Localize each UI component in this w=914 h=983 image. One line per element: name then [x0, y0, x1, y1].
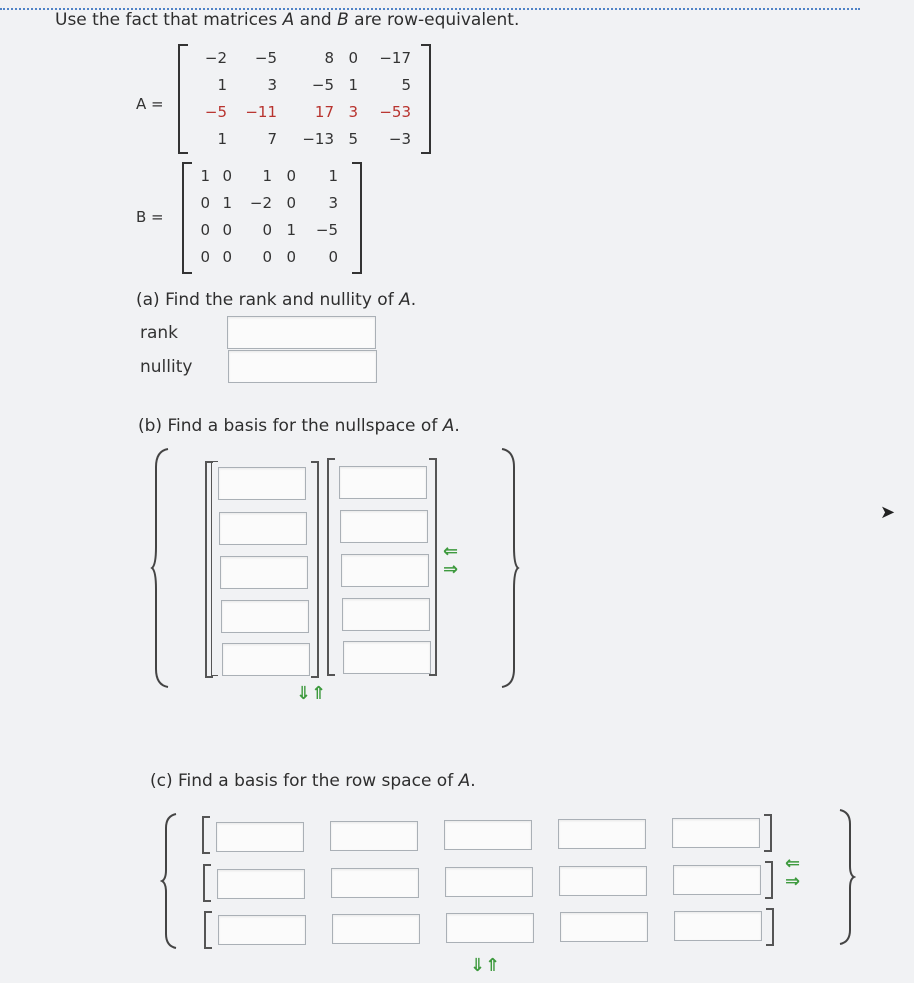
add-remove-vector-icon[interactable]: ⇐⇒ [443, 541, 459, 580]
matrix-a [178, 44, 431, 154]
mouse-cursor-icon: ➤ [880, 502, 896, 523]
rowspace-right-brace [836, 808, 856, 946]
matrix-cell: 5 [348, 129, 358, 148]
rowspace-r2-entry-5[interactable] [673, 865, 761, 895]
nullspace-left-brace [150, 447, 172, 689]
nullspace-v1-entry-5[interactable] [222, 643, 310, 676]
nullspace-v2-entry-2[interactable] [340, 510, 428, 543]
matrix-cell: 1 [217, 129, 227, 148]
rowspace-r1-entry-2[interactable] [330, 821, 418, 851]
matrix-a-row [192, 44, 411, 71]
nullspace-v2-entry-4[interactable] [342, 598, 430, 631]
row-3-left-bracket [204, 911, 212, 949]
rank-input[interactable] [227, 316, 376, 349]
row-3-right-bracket [766, 908, 774, 946]
matrix-b-row [192, 162, 338, 189]
nullity-input[interactable] [228, 350, 377, 383]
add-remove-row-entry-icon[interactable]: ⇓⇑ [470, 955, 501, 976]
matrix-cell: 0 [286, 166, 296, 185]
problem-statement: Use the fact that matrices A and B are row-equivalent. [55, 10, 520, 30]
rank-label: rank [140, 323, 179, 343]
matrix-a-table [192, 44, 411, 152]
matrix-a-row [192, 98, 411, 125]
matrix-b-row [192, 189, 338, 216]
matrix-a-row [192, 71, 411, 98]
matrix-cell: −5 [204, 102, 227, 121]
matrix-cell: 0 [286, 247, 296, 266]
matrix-cell: −53 [379, 102, 411, 121]
brace-path [162, 814, 176, 948]
matrix-cell: 7 [267, 129, 277, 148]
nullspace-v2-entry-3[interactable] [341, 554, 429, 587]
matrix-cell: 0 [328, 247, 338, 266]
matrix-cell: 1 [222, 193, 232, 212]
brace-path [152, 449, 168, 687]
vector-1-left-bracket-inner [211, 461, 218, 676]
matrix-cell: −17 [379, 48, 411, 67]
matrix-b-table [192, 162, 338, 270]
matrix-cell: 1 [286, 220, 296, 239]
rowspace-r1-entry-1[interactable] [216, 822, 304, 852]
matrix-cell: 17 [314, 102, 334, 121]
brace-path [840, 810, 854, 944]
rowspace-r3-entry-3[interactable] [446, 913, 534, 943]
vector-1-right-bracket [311, 461, 319, 678]
rowspace-r2-entry-4[interactable] [559, 866, 647, 896]
part-b-question: (b) Find a basis for the nullspace of A. [138, 416, 460, 436]
rowspace-r2-entry-3[interactable] [445, 867, 533, 897]
part-a-question: (a) Find the rank and nullity of A. [136, 290, 417, 310]
row-1-right-bracket [764, 814, 772, 852]
rowspace-r3-entry-1[interactable] [218, 915, 306, 945]
matrix-b-label: B = [136, 208, 164, 226]
matrix-b-row [192, 216, 338, 243]
matrix-a-left-bracket [178, 44, 188, 154]
row-2-right-bracket [765, 861, 773, 899]
matrix-a-row [192, 125, 411, 152]
rowspace-r3-entry-5[interactable] [674, 911, 762, 941]
matrix-a-label: A = [136, 95, 164, 113]
rowspace-r2-entry-1[interactable] [217, 869, 305, 899]
matrix-b [182, 162, 362, 274]
matrix-b-right-bracket [352, 162, 362, 274]
brace-path [502, 449, 518, 687]
matrix-cell: −11 [245, 102, 277, 121]
add-remove-row-vector-icon[interactable]: ⇐⇒ [785, 853, 801, 892]
nullspace-v2-entry-5[interactable] [343, 641, 431, 674]
part-c-question: (c) Find a basis for the row space of A. [150, 771, 476, 791]
matrix-b-left-bracket [182, 162, 192, 274]
row-1-left-bracket [202, 816, 210, 854]
matrix-cell: 1 [262, 166, 272, 185]
nullspace-v1-entry-4[interactable] [221, 600, 309, 633]
nullspace-v2-entry-1[interactable] [339, 466, 427, 499]
vector-2-right-bracket [429, 458, 437, 676]
matrix-cell: 0 [262, 220, 272, 239]
row-2-left-bracket [203, 864, 211, 902]
nullity-label: nullity [140, 357, 193, 377]
matrix-cell: 8 [324, 48, 334, 67]
matrix-cell: 1 [200, 166, 210, 185]
rowspace-r1-entry-3[interactable] [444, 820, 532, 850]
nullspace-v1-entry-1[interactable] [218, 467, 306, 500]
matrix-cell: 0 [200, 220, 210, 239]
rowspace-r2-entry-2[interactable] [331, 868, 419, 898]
matrix-cell: 0 [200, 193, 210, 212]
rowspace-r3-entry-2[interactable] [332, 914, 420, 944]
matrix-cell: 1 [348, 75, 358, 94]
matrix-cell: −5 [315, 220, 338, 239]
matrix-cell: −2 [204, 48, 227, 67]
matrix-cell: 0 [262, 247, 272, 266]
matrix-cell: 0 [222, 166, 232, 185]
rowspace-r1-entry-4[interactable] [558, 819, 646, 849]
matrix-cell: 5 [401, 75, 411, 94]
rowspace-r1-entry-5[interactable] [672, 818, 760, 848]
nullspace-v1-entry-2[interactable] [219, 512, 307, 545]
matrix-cell: 0 [222, 247, 232, 266]
matrix-cell: 3 [348, 102, 358, 121]
matrix-cell: −3 [388, 129, 411, 148]
nullspace-v1-entry-3[interactable] [220, 556, 308, 589]
rowspace-left-brace [160, 812, 180, 950]
rowspace-r3-entry-4[interactable] [560, 912, 648, 942]
matrix-cell: 3 [328, 193, 338, 212]
matrix-cell: 3 [267, 75, 277, 94]
matrix-cell: −5 [254, 48, 277, 67]
nullspace-right-brace [498, 447, 520, 689]
matrix-cell: 0 [348, 48, 358, 67]
matrix-a-right-bracket [421, 44, 431, 154]
matrix-cell: 0 [222, 220, 232, 239]
vector-2-left-bracket [327, 458, 335, 676]
add-remove-entry-icon[interactable]: ⇓⇑ [296, 683, 327, 704]
matrix-b-row [192, 243, 338, 270]
matrix-cell: 0 [200, 247, 210, 266]
matrix-cell: −13 [302, 129, 334, 148]
matrix-cell: 1 [328, 166, 338, 185]
matrix-cell: 1 [217, 75, 227, 94]
matrix-cell: −5 [311, 75, 334, 94]
matrix-cell: 0 [286, 193, 296, 212]
matrix-cell: −2 [249, 193, 272, 212]
